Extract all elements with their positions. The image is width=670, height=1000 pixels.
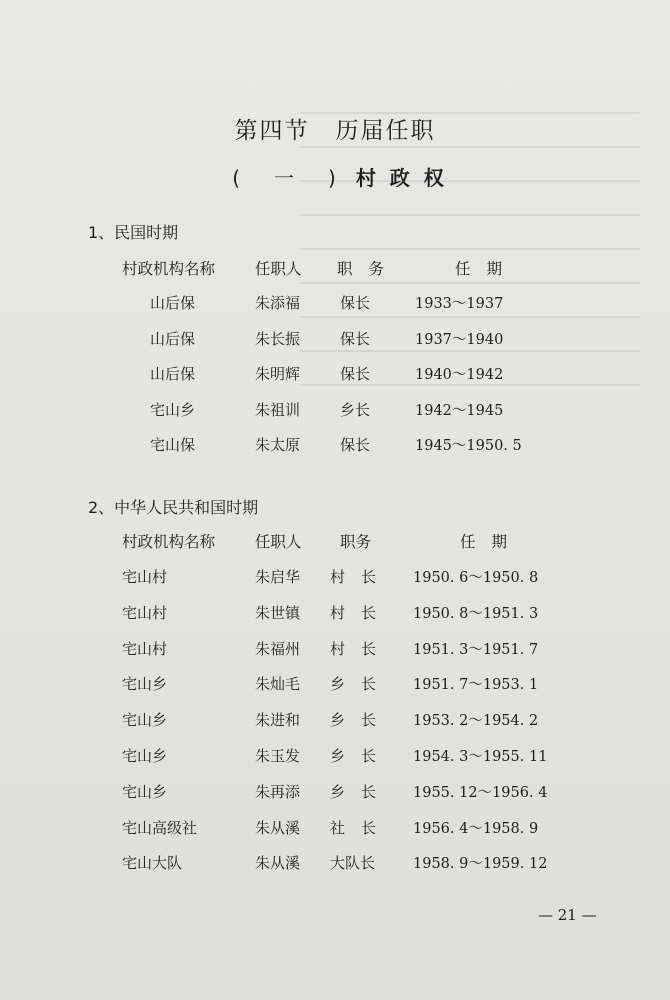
- official-name-cell: 朱长振: [255, 329, 301, 348]
- official-name-cell: 朱进和: [255, 711, 301, 730]
- section-number: 第四节: [234, 118, 310, 144]
- official-name-cell: 朱祖训: [255, 400, 301, 419]
- section-name: 历届任职: [335, 118, 436, 144]
- position-cell: 乡长: [330, 747, 393, 765]
- table-row: [0, 566, 670, 594]
- org-name-cell: 宅山村: [122, 568, 168, 586]
- official-name-cell: 朱启华: [255, 568, 301, 586]
- official-name-cell: 朱太原: [255, 436, 301, 454]
- column-header: 任期: [460, 533, 524, 551]
- position-cell: 保长: [340, 294, 371, 312]
- position-cell: 村长: [330, 639, 393, 658]
- position-cell: 保长: [340, 329, 371, 348]
- org-name-cell: 宅山乡: [150, 400, 196, 419]
- org-name-cell: 山后保: [150, 365, 196, 383]
- table-row: [0, 638, 670, 666]
- official-name-cell: 朱玉发: [255, 747, 301, 765]
- column-header: 职务: [337, 260, 401, 278]
- table-row: [0, 817, 670, 845]
- position-cell: 保长: [340, 365, 371, 383]
- column-header: 村政机构名称: [122, 533, 216, 551]
- subsection-name: 村政权: [355, 166, 458, 190]
- column-header: 任期: [455, 260, 519, 278]
- org-name-cell: 山后保: [150, 329, 196, 348]
- position-cell: 乡长: [330, 711, 393, 730]
- official-name-cell: 朱添福: [255, 294, 301, 312]
- table-row: [0, 399, 670, 427]
- column-header: 职务: [340, 533, 372, 551]
- term-cell: 1950. 8～1951. 3: [413, 605, 539, 622]
- org-name-cell: 山后保: [150, 294, 196, 312]
- position-cell: 大队长: [330, 854, 376, 873]
- table-row: [0, 781, 670, 809]
- table-row: [0, 363, 670, 391]
- position-cell: 村长: [330, 603, 393, 622]
- position-cell: 保长: [340, 436, 371, 454]
- position-cell: 社长: [330, 818, 393, 837]
- table-row: [0, 709, 670, 737]
- term-cell: 1958. 9～1959. 12: [413, 856, 548, 873]
- table-row: [0, 328, 670, 356]
- term-cell: 1954. 3～1955. 11: [413, 749, 548, 765]
- table-header-row: [0, 257, 670, 285]
- org-name-cell: 宅山大队: [122, 854, 183, 873]
- section-title: [0, 112, 670, 145]
- page-number: — 21 —: [538, 906, 597, 924]
- period-heading-republic: 1、民国时期: [88, 223, 179, 242]
- term-cell: 1951. 7～1953. 1: [413, 677, 539, 694]
- column-header: 任职人: [255, 260, 302, 278]
- term-cell: 1953. 2～1954. 2: [413, 713, 539, 730]
- org-name-cell: 宅山乡: [122, 675, 168, 694]
- official-name-cell: 朱明辉: [255, 365, 301, 383]
- org-name-cell: 宅山高级社: [122, 818, 198, 837]
- table-row: [0, 602, 670, 630]
- official-name-cell: 朱灿毛: [255, 675, 301, 694]
- term-cell: 1937～1940: [415, 331, 504, 348]
- term-cell: 1950. 6～1950. 8: [413, 570, 539, 586]
- org-name-cell: 宅山乡: [122, 782, 168, 801]
- org-name-cell: 宅山村: [122, 639, 168, 658]
- table-row: [0, 745, 670, 773]
- term-cell: 1940～1942: [415, 367, 504, 383]
- official-name-cell: 朱从溪: [255, 854, 301, 873]
- table-row: [0, 434, 670, 462]
- table-row: [0, 852, 670, 880]
- term-cell: 1942～1945: [415, 402, 504, 419]
- org-name-cell: 宅山保: [150, 436, 196, 454]
- term-cell: 1951. 3～1951. 7: [413, 641, 539, 658]
- table-row: [0, 292, 670, 320]
- period-heading-prc: 2、中华人民共和国时期: [88, 498, 259, 517]
- term-cell: 1945～1950. 5: [415, 438, 522, 454]
- table-header-row: [0, 530, 670, 558]
- term-cell: 1933～1937: [415, 296, 504, 312]
- official-name-cell: 朱福州: [255, 639, 301, 658]
- position-cell: 村长: [330, 568, 393, 586]
- subsection-title: [0, 162, 670, 191]
- column-header: 村政机构名称: [122, 260, 216, 278]
- term-cell: 1955. 12～1956. 4: [413, 784, 548, 801]
- org-name-cell: 宅山村: [122, 603, 168, 622]
- org-name-cell: 宅山乡: [122, 711, 168, 730]
- term-cell: 1956. 4～1958. 9: [413, 820, 539, 837]
- position-cell: 乡长: [330, 782, 393, 801]
- subsection-close-paren: ): [328, 166, 336, 190]
- official-name-cell: 朱世镇: [255, 603, 301, 622]
- table-row: [0, 673, 670, 701]
- position-cell: 乡长: [340, 400, 371, 419]
- column-header: 任职人: [255, 533, 302, 551]
- org-name-cell: 宅山乡: [122, 747, 168, 765]
- official-name-cell: 朱从溪: [255, 818, 301, 837]
- position-cell: 乡长: [330, 675, 393, 694]
- official-name-cell: 朱再添: [255, 782, 301, 801]
- subsection-number: 一: [274, 166, 294, 190]
- subsection-open-paren: (: [232, 166, 240, 190]
